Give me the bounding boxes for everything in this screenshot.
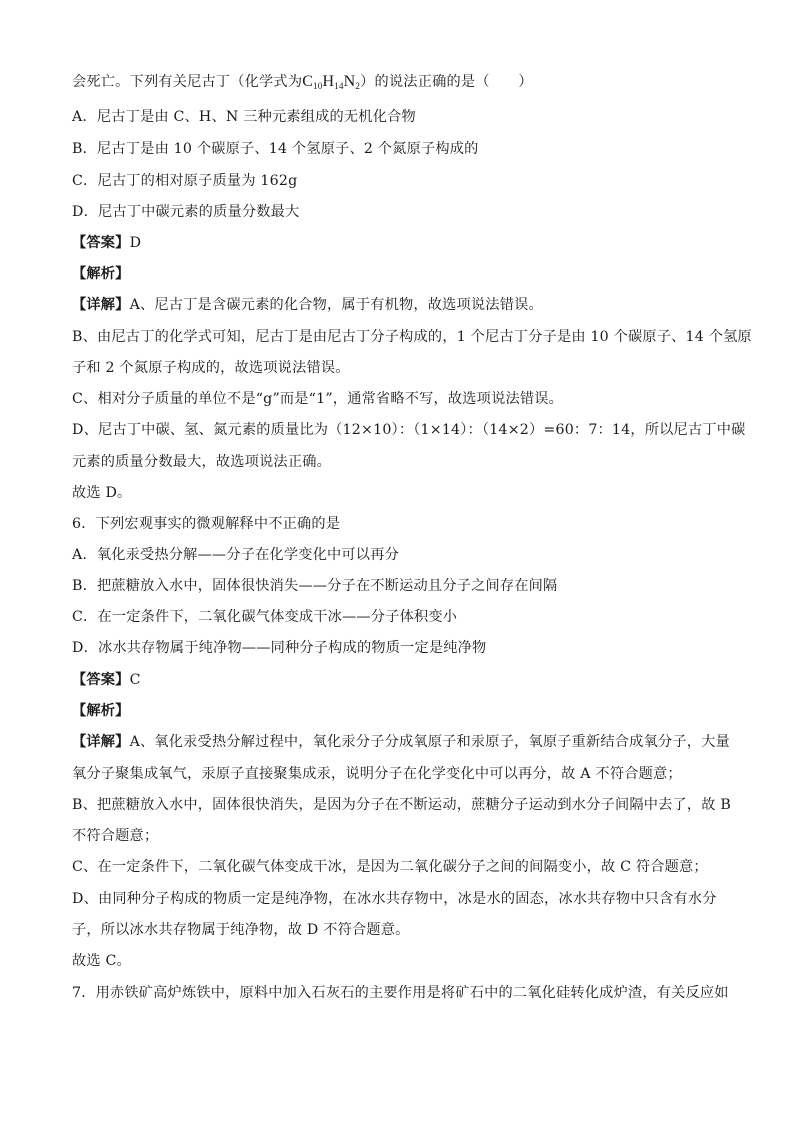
q5-option-a: A．尼古丁是由 C、H、N 三种元素组成的无机化合物: [72, 109, 416, 125]
q5-analysis-tag: 【解析】: [72, 266, 130, 282]
q6-detail-line: 【详解】A、氧化汞受热分解过程中，氧化汞分子分成氧原子和汞原子，氧原子重新结合成氧分子，大量: [72, 734, 730, 750]
answer-tag: 【答案】: [72, 235, 130, 251]
q5-answer: [72, 233, 141, 253]
q5-stem: [72, 72, 533, 96]
q6-detail-line: C、在一定条件下，二氧化碳气体变成干冰，是因为二氧化碳分子之间的间隔变小，故 C 符合题意；: [72, 859, 708, 875]
q5-detail-line: 元素的质量分数最大，故选项说法正确。: [72, 454, 331, 470]
q6-detail-line: D、由同种分子构成的物质一定是纯净物，在冰水共存物中，冰是水的固态，冰水共存物中只含有水分: [72, 891, 717, 907]
q6-detail-line: 氧分子聚集成氧气，汞原子直接聚集成汞，说明分子在化学变化中可以再分，故 A 不符合题意；: [72, 766, 682, 782]
q5-option-c: C．尼古丁的相对原子质量为 162g: [72, 173, 298, 189]
answer-tag: 【答案】: [72, 672, 130, 688]
q5-detail-line: C、相对分子质量的单位不是“g”而是“1”，通常省略不写，故选项说法错误。: [72, 391, 564, 407]
q6-detail-line: 不符合题意；: [72, 828, 159, 844]
q5-detail-line: 【详解】A、尼古丁是含碳元素的化合物，属于有机物，故选项说法错误。: [72, 297, 543, 313]
q6-answer: [72, 670, 141, 690]
q6-option-a: A．氧化汞受热分解——分子在化学变化中可以再分: [72, 547, 399, 563]
q6-detail-line: 子，所以冰水共存物属于纯净物，故 D 不符合题意。: [72, 922, 410, 938]
q7-stem: 7．用赤铁矿高炉炼铁中，原料中加入石灰石的主要作用是将矿石中的二氧化硅转化成炉渣，有关反应如: [72, 985, 729, 1001]
q6-conclusion: 故选 C。: [72, 953, 131, 969]
q5-detail-line: D、尼古丁中碳、氢、氮元素的质量比为（12×10）：（1×14）：（14×2）=60：7：14，所以尼古丁中碳: [72, 422, 746, 438]
q5-detail-line: B、由尼古丁的化学式可知，尼古丁是由尼古丁分子构成的，1 个尼古丁分子是由 10 个碳原子、14 个氢原: [72, 329, 752, 345]
q5-conclusion: 故选 D。: [72, 485, 132, 501]
q5-option-b: B．尼古丁是由 10 个碳原子、14 个氢原子、2 个氮原子构成的: [72, 141, 479, 157]
detail-tag: 【详解】: [72, 297, 130, 313]
q5-stem-pre: 会死亡。下列有关尼古丁（化学式为: [72, 74, 303, 90]
chemical-formula: $C_{10}H_{14}N_2$: [302, 73, 361, 91]
q5-option-d: D．尼古丁中碳元素的质量分数最大: [72, 204, 300, 220]
detail-tag: 【详解】: [72, 734, 130, 750]
q6-stem: 6．下列宏观事实的微观解释中不正确的是: [72, 516, 341, 532]
answer-value: C: [129, 672, 141, 688]
q5-stem-post: ）的说法正确的是（ ）: [360, 74, 533, 90]
q6-analysis-tag: 【解析】: [72, 703, 130, 719]
q6-option-b: B．把蔗糖放入水中，固体很快消失——分子在不断运动且分子之间存在间隔: [72, 578, 558, 594]
q6-option-c: C．在一定条件下，二氧化碳气体变成干冰——分子体积变小: [72, 609, 458, 625]
q6-detail-line: B、把蔗糖放入水中，固体很快消失，是因为分子在不断运动，蔗糖分子运动到水分子间隔中去了，故 B: [72, 797, 732, 813]
answer-value: D: [129, 235, 142, 251]
q6-option-d: D．冰水共存物属于纯净物——同种分子构成的物质一定是纯净物: [72, 640, 487, 656]
q5-detail-line: 子和 2 个氮原子构成的，故选项说法错误。: [72, 360, 350, 376]
